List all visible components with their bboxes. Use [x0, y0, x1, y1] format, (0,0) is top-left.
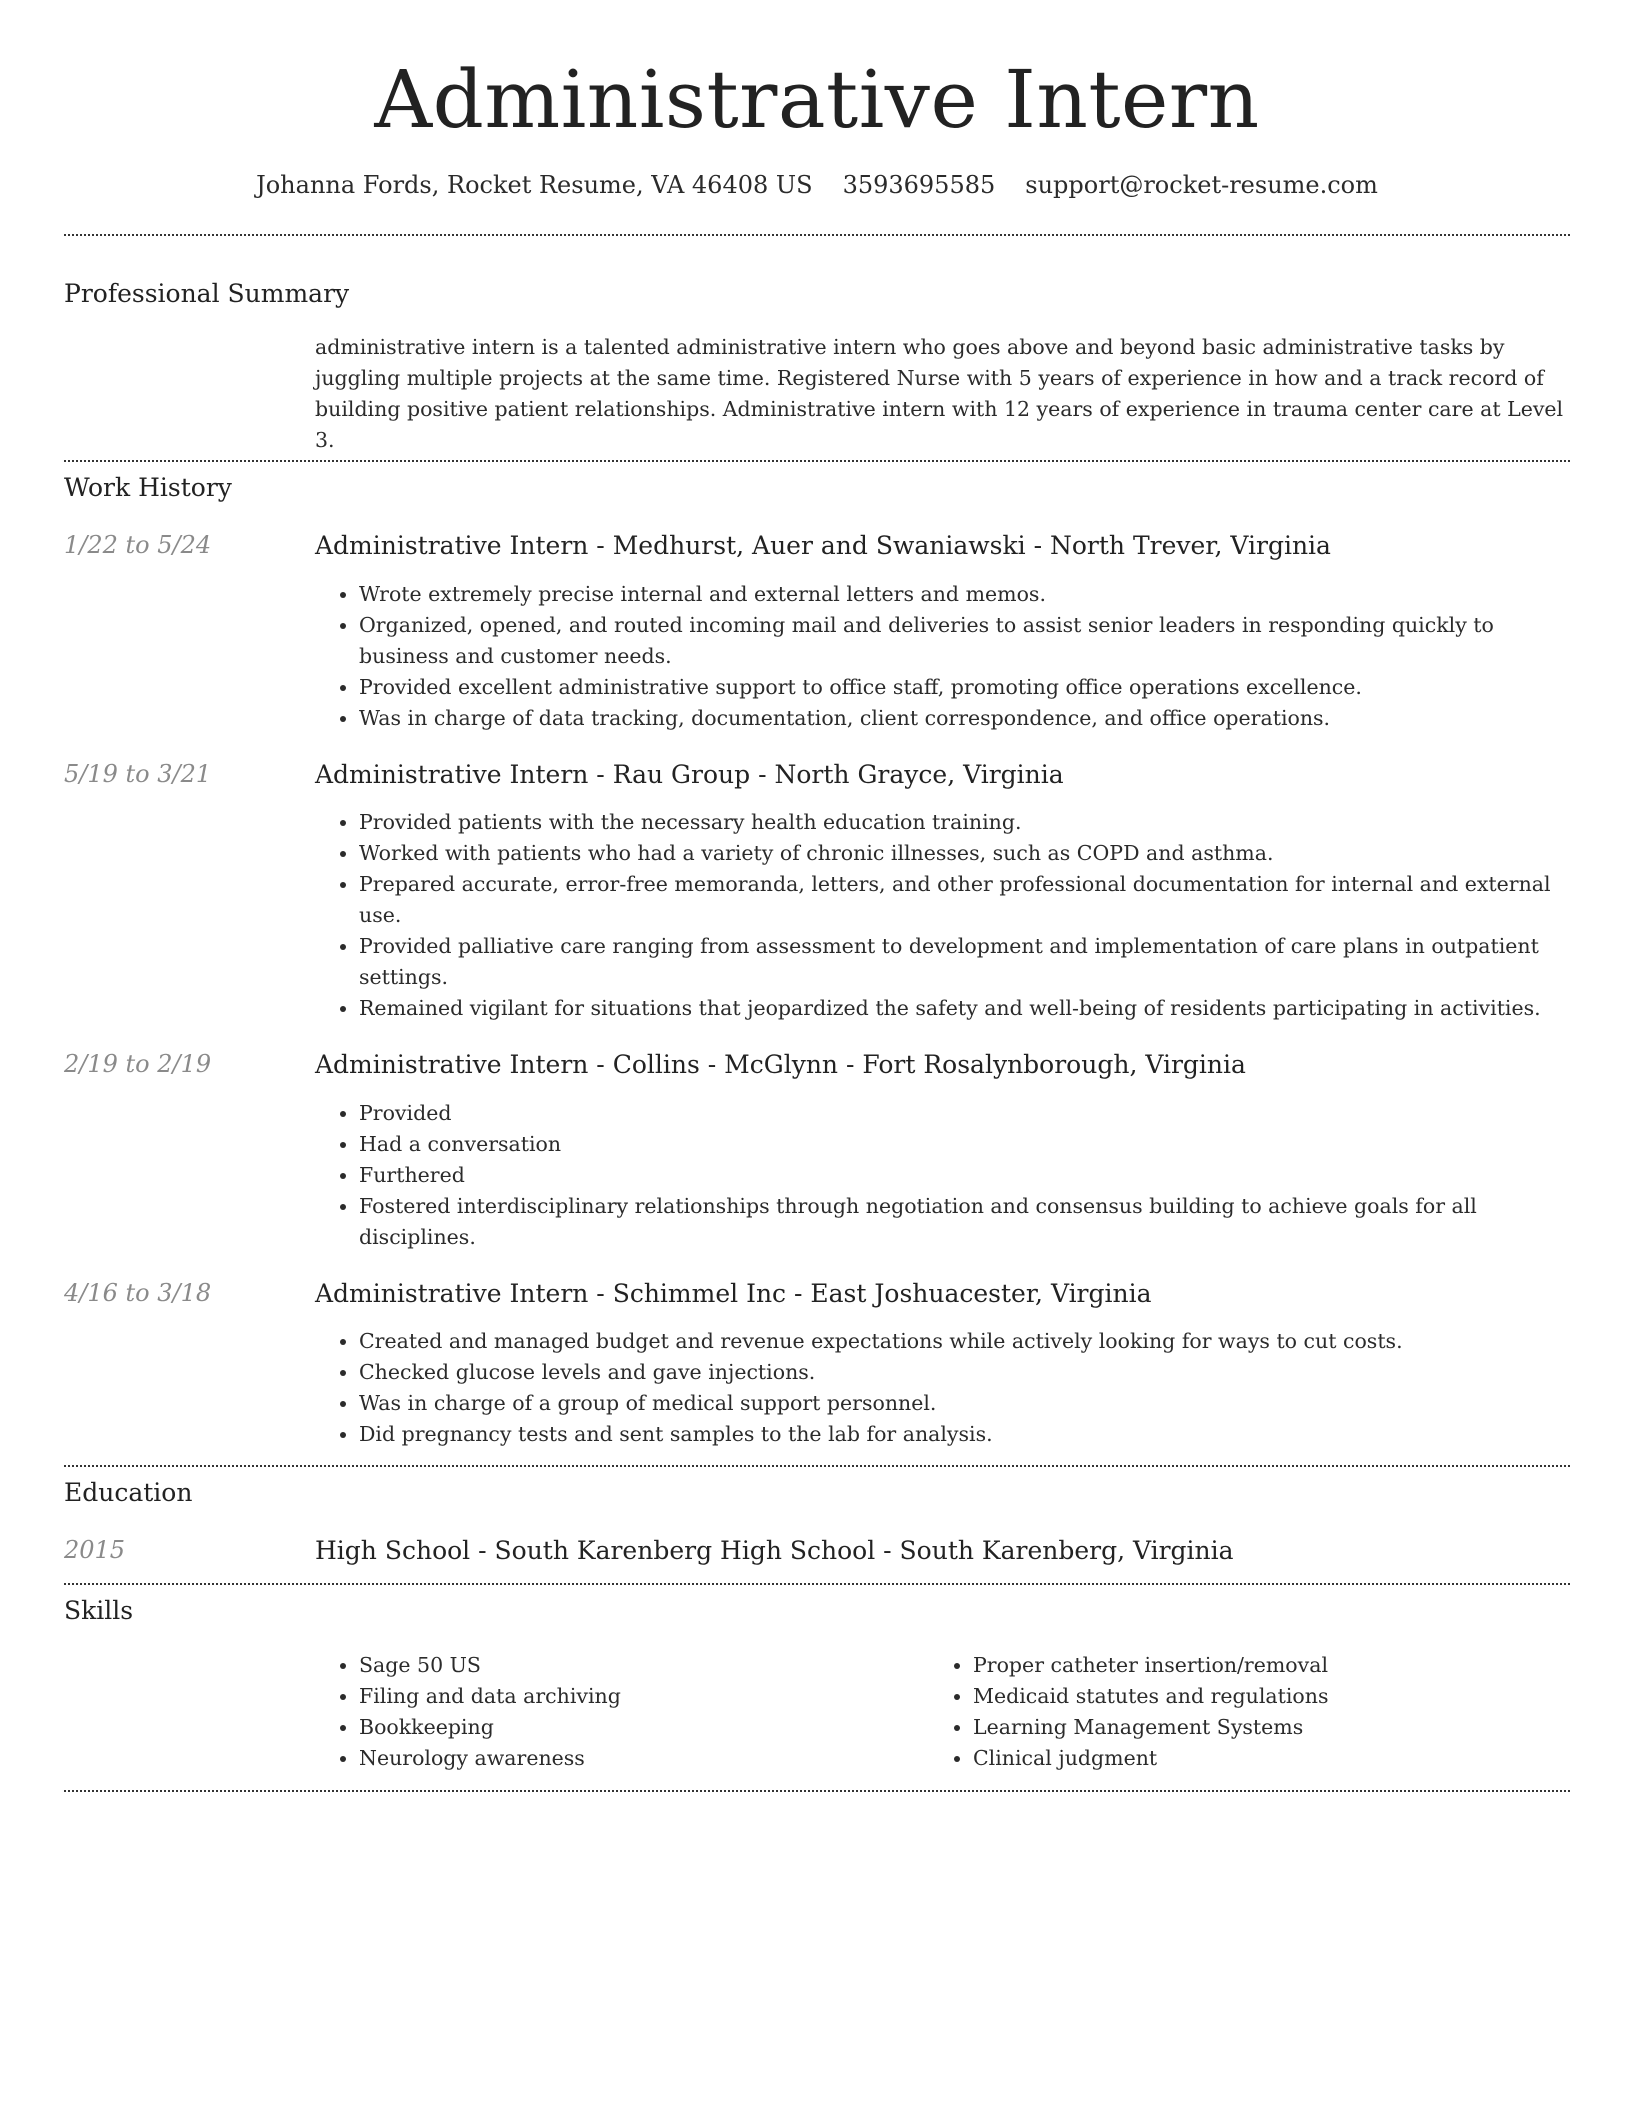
list-item: • Prepared accurate, error-free memoranda, letters, and other professional documentation for internal and external use.: [359, 869, 1570, 931]
job-entry: [64, 530, 1570, 734]
skill-item: • Medicaid statutes and regulations: [973, 1681, 1543, 1712]
summary-text: administrative intern is a talented administrative intern who goes above and beyond basic administrative tasks by juggling multiple projects at the same time. Registered Nurse with 5 years of experience in how and a track record of building positive patient relationships. Administrative intern with 12 years of experience in trauma center care at Level 3.: [315, 334, 1564, 452]
resume-title: Administrative Intern: [374, 53, 1260, 146]
job-content: [315, 1278, 1570, 1451]
resume-page: [64, 0, 1570, 1792]
job-entry: [64, 1278, 1570, 1451]
education-content: [315, 1535, 1570, 1568]
job-date: 1/22 to 5/24: [64, 531, 212, 560]
summary-section: [64, 278, 1570, 456]
job-date: 5/19 to 3/21: [64, 759, 212, 788]
list-item: • Furthered: [359, 1160, 1570, 1191]
divider: [64, 460, 1570, 462]
job-entry: [64, 1049, 1570, 1253]
education-entry: [64, 1535, 1570, 1568]
job-date: 2/19 to 2/19: [64, 1050, 212, 1079]
education-date: 2015: [64, 1535, 126, 1564]
list-item: • Had a conversation: [359, 1129, 1570, 1160]
job-entry: [64, 759, 1570, 1025]
skills-heading: Skills: [64, 1596, 134, 1626]
job-bullets: [315, 807, 1570, 1024]
list-item: • Was in charge of data tracking, documentation, client correspondence, and office operations.: [359, 703, 1570, 734]
education-heading: Education: [64, 1478, 193, 1508]
skills-section: [64, 1595, 1570, 1774]
divider: [64, 1790, 1570, 1792]
job-title: Administrative Intern - Collins - McGlynn - Fort Rosalynborough, Virginia: [315, 1050, 1246, 1080]
skill-item: • Proper catheter insertion/removal: [973, 1650, 1543, 1681]
contact-phone: 3593695585: [842, 171, 996, 199]
list-item: • Worked with patients who had a variety of chronic illnesses, such as COPD and asthma.: [359, 838, 1570, 869]
work-section: [64, 472, 1570, 1451]
summary-heading: Professional Summary: [64, 279, 350, 309]
skill-item: • Bookkeeping: [359, 1712, 929, 1743]
contact-email: support@rocket-resume.com: [1025, 171, 1378, 199]
skill-item: • Filing and data archiving: [359, 1681, 929, 1712]
list-item: • Did pregnancy tests and sent samples to the lab for analysis.: [359, 1419, 1570, 1450]
job-title: Administrative Intern - Medhurst, Auer and Swaniawski - North Trever, Virginia: [315, 531, 1331, 561]
job-content: [315, 530, 1570, 734]
list-item: • Fostered interdisciplinary relationships through negotiation and consensus building to achieve goals for all disciplines.: [359, 1191, 1570, 1253]
divider: [64, 1465, 1570, 1467]
skill-item: • Neurology awareness: [359, 1743, 929, 1774]
divider: [64, 234, 1570, 236]
skill-item: • Sage 50 US: [359, 1650, 929, 1681]
skills-columns: [315, 1650, 1570, 1774]
list-item: • Provided patients with the necessary health education training.: [359, 807, 1570, 838]
job-bullets: [315, 1098, 1570, 1253]
job-date: 4/16 to 3/18: [64, 1278, 212, 1307]
contact-line: [64, 170, 1570, 201]
job-bullets: [315, 1326, 1570, 1450]
list-item: • Remained vigilant for situations that jeopardized the safety and well-being of residents participating in activities.: [359, 993, 1570, 1024]
job-content: [315, 1049, 1570, 1253]
list-item: • Checked glucose levels and gave injections.: [359, 1357, 1570, 1388]
list-item: • Organized, opened, and routed incoming mail and deliveries to assist senior leaders in responding quickly to business and customer needs.: [359, 610, 1570, 672]
job-title: Administrative Intern - Rau Group - North Grayce, Virginia: [315, 759, 1064, 789]
job-title: Administrative Intern - Schimmel Inc - East Joshuacester, Virginia: [315, 1278, 1152, 1308]
list-item: • Was in charge of a group of medical support personnel.: [359, 1388, 1570, 1419]
job-content: [315, 759, 1570, 1025]
education-title: High School - South Karenberg High School - South Karenberg, Virginia: [315, 1535, 1234, 1565]
list-item: • Created and managed budget and revenue expectations while actively looking for ways to cut costs.: [359, 1326, 1570, 1357]
list-item: • Provided excellent administrative support to office staff, promoting office operations excellence.: [359, 672, 1570, 703]
list-item: • Provided palliative care ranging from assessment to development and implementation of care plans in outpatient settings.: [359, 931, 1570, 993]
list-item: • Wrote extremely precise internal and external letters and memos.: [359, 579, 1570, 610]
job-bullets: [315, 579, 1570, 734]
skill-item: • Learning Management Systems: [973, 1712, 1543, 1743]
skills-list-left: [315, 1650, 929, 1774]
work-heading: Work History: [64, 472, 232, 502]
education-section: [64, 1477, 1570, 1567]
skills-list-right: [929, 1650, 1543, 1774]
list-item: • Provided: [359, 1098, 1570, 1129]
skill-item: • Clinical judgment: [973, 1743, 1543, 1774]
divider: [64, 1583, 1570, 1585]
contact-address: Johanna Fords, Rocket Resume, VA 46408 US: [256, 171, 813, 199]
